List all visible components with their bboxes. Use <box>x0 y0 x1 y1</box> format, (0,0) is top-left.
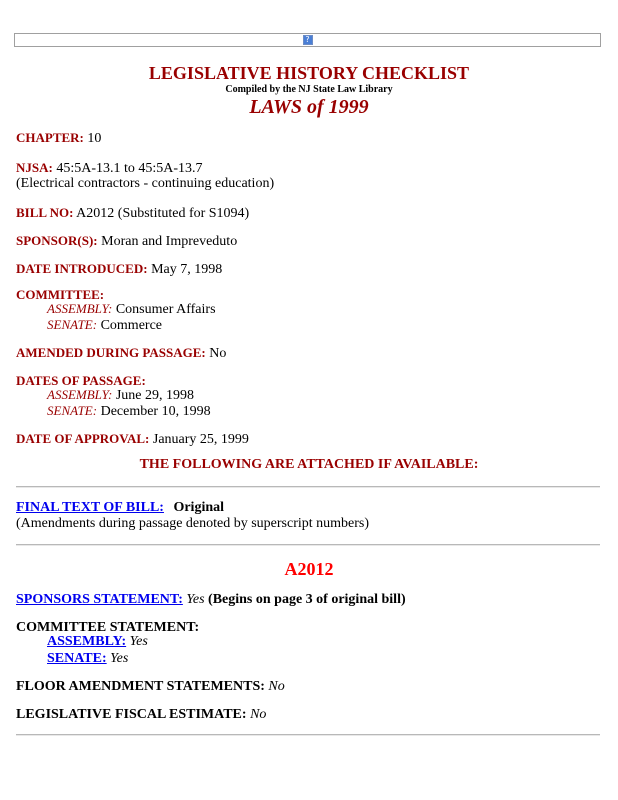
floor-amendment-value: No <box>268 679 285 694</box>
final-text-note: (Amendments during passage denoted by superscript numbers) <box>16 516 370 531</box>
bill-no-value: A2012 (Substituted for S1094) <box>76 206 250 221</box>
sponsors-row <box>16 233 237 250</box>
njsa-description: (Electrical contractors - continuing education) <box>16 176 275 191</box>
attached-heading: THE FOLLOWING ARE ATTACHED IF AVAILABLE: <box>139 457 479 472</box>
dates-of-passage-heading: DATES OF PASSAGE: <box>16 373 146 388</box>
compiled-by: Compiled by the NJ State Law Library <box>225 84 393 95</box>
committee-statement-senate-link[interactable]: SENATE: <box>47 651 107 666</box>
bill-no-label: BILL NO: <box>16 205 74 220</box>
amended-value: No <box>209 346 227 361</box>
committee-assembly-row <box>47 301 216 318</box>
fiscal-estimate-value: No <box>250 707 267 722</box>
sponsors-value: Moran and Impreveduto <box>101 234 238 249</box>
committee-statement-assembly-value: Yes <box>129 634 148 649</box>
committee-senate-label: SENATE: <box>47 317 98 332</box>
embedded-frame-placeholder <box>14 33 601 47</box>
committee-heading: COMMITTEE: <box>16 287 105 302</box>
committee-statement-senate-row <box>47 651 128 667</box>
njsa-value: 45:5A-13.1 to 45:5A-13.7 <box>56 161 203 176</box>
passage-senate-value: December 10, 1998 <box>100 404 211 419</box>
divider <box>16 544 600 546</box>
laws-year-heading: LAWS of 1999 <box>249 96 369 118</box>
committee-senate-value: Commerce <box>100 318 162 333</box>
sponsors-statement-note: (Begins on page 3 of original bill) <box>208 592 406 607</box>
date-of-approval-row <box>16 431 249 448</box>
sponsors-statement-row <box>16 592 406 608</box>
sponsors-statement-link[interactable]: SPONSORS STATEMENT: <box>16 592 183 607</box>
committee-statement-assembly-row <box>47 634 148 650</box>
passage-assembly-label: ASSEMBLY: <box>47 387 113 402</box>
final-text-link[interactable]: FINAL TEXT OF BILL: <box>16 500 164 515</box>
date-of-approval-value: January 25, 1999 <box>152 432 249 447</box>
sponsors-label: SPONSOR(S): <box>16 233 98 248</box>
floor-amendment-row <box>16 679 285 695</box>
final-text-value: Original <box>173 500 225 515</box>
passage-assembly-value: June 29, 1998 <box>115 388 195 403</box>
chapter-row <box>16 130 101 147</box>
fiscal-estimate-label: LEGISLATIVE FISCAL ESTIMATE: <box>16 707 247 722</box>
committee-assembly-label: ASSEMBLY: <box>47 301 113 316</box>
passage-senate-label: SENATE: <box>47 403 98 418</box>
sponsors-statement-value: Yes <box>186 592 205 607</box>
date-introduced-row <box>16 261 222 278</box>
committee-statement-label: COMMITTEE STATEMENT: <box>16 620 200 635</box>
amended-row <box>16 345 226 362</box>
bill-no-row <box>16 205 249 222</box>
njsa-row <box>16 160 203 177</box>
date-introduced-label: DATE INTRODUCED: <box>16 261 148 276</box>
committee-assembly-value: Consumer Affairs <box>115 302 216 317</box>
njsa-label: NJSA: <box>16 160 53 175</box>
divider <box>16 486 600 488</box>
amended-label: AMENDED DURING PASSAGE: <box>16 345 206 360</box>
fiscal-estimate-row <box>16 707 266 723</box>
page-title: LEGISLATIVE HISTORY CHECKLIST <box>148 63 470 83</box>
divider <box>16 734 600 736</box>
committee-senate-row <box>47 317 162 334</box>
date-introduced-value: May 7, 1998 <box>151 262 223 277</box>
final-text-row <box>16 500 224 516</box>
passage-senate-row <box>47 403 211 420</box>
bill-number-heading: A2012 <box>284 559 334 579</box>
date-of-approval-label: DATE OF APPROVAL: <box>16 431 150 446</box>
chapter-label: CHAPTER: <box>16 130 84 145</box>
passage-assembly-row <box>47 387 194 404</box>
chapter-value: 10 <box>87 131 102 146</box>
committee-statement-assembly-link[interactable]: ASSEMBLY: <box>47 634 127 649</box>
committee-statement-senate-value: Yes <box>110 651 129 666</box>
floor-amendment-label: FLOOR AMENDMENT STATEMENTS: <box>16 679 265 694</box>
missing-image-icon: ? <box>303 35 313 45</box>
